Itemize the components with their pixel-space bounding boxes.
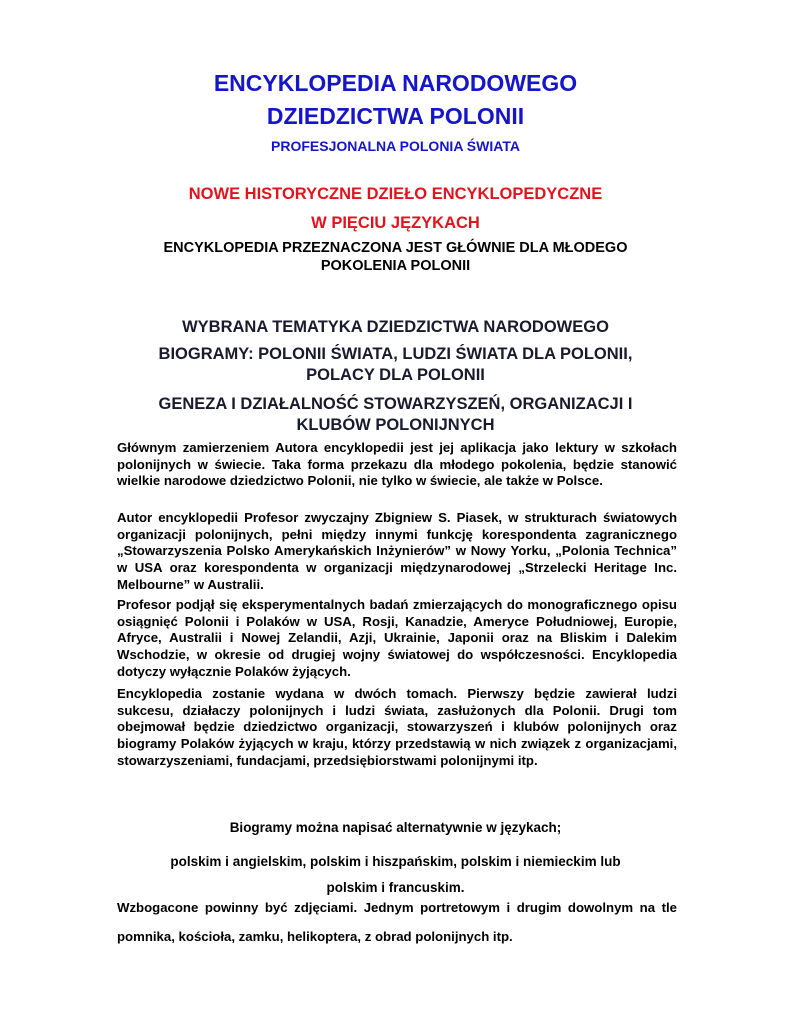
announcement-line-1: NOWE HISTORYCZNE DZIEŁO ENCYKLOPEDYCZNE: [188, 185, 603, 203]
audience-line-1: ENCYKLOPEDIA PRZEZNACZONA JEST GŁÓWNIE DLA MŁODEGO: [163, 240, 628, 256]
section-biographies-line-2: POLACY DLA POLONII: [306, 366, 485, 384]
paragraph-3-text: Profesor podjął się eksperymentalnych badań zmierzających do monograficznego opisu osiągnięć Polonii i Polaków w USA, Rosji, Kanadzie, Ameryce Południowej, Europie, Afryce, Australii i Nowej Zelandii, Azji, Ukrainie, Japonii oraz na Bliskim i Dalekim Wschodzie, w okresie od drugiej wojny światowej do współczesności. Encyklopedia dotyczy wyłącznie Polaków żyjących.: [117, 597, 677, 679]
audience-line-2: POKOLENIA POLONII: [320, 258, 471, 274]
closing-paragraph: [117, 893, 677, 951]
paragraph-2-text: Autor encyklopedii Profesor zwyczajny Zbigniew S. Piasek, w strukturach światowych organizacji polonijnych, pełni między innymi funkcję korespondenta zagranicznego „Stowarzyszenia Polsko Amerykańskich Inżynierów” w Nowy Yorku, „Polonia Technica” w USA oraz korespondenta w organizacji międzynarodowej „Strzelecki Heritage Inc. Melbourne” w Australii.: [117, 510, 677, 592]
section-genesis-line-2: KLUBÓW POLONIJNYCH: [296, 416, 495, 434]
section-genesis-line-1: GENEZA I DZIAŁALNOŚĆ STOWARZYSZEŃ, ORGANIZACJI I: [158, 395, 633, 413]
paragraph-1-text: Głównym zamierzeniem Autora encyklopedii jest jej aplikacja jako lektury w szkołach polonijnych w świecie. Taka forma przekazu dla młodego pokolenia, będzie stanowić wielkie narodowe dziedzictwo Polonii, nie tylko w świecie, ale także w Polsce.: [117, 440, 677, 489]
closing-text: Wzbogacone powinny być zdjęciami. Jednym portretowym i drugim dowolnym na tle pomnika, kościoła, zamku, helikoptera, z obrad polonijnych itp.: [117, 900, 677, 944]
paragraph-2: [117, 510, 677, 594]
paragraph-3: [117, 597, 677, 681]
paragraph-4-text: Encyklopedia zostanie wydana w dwóch tomach. Pierwszy będzie zawierał ludzi sukcesu, działaczy polonijnych i ludzi świata, zasłużonych dla Polonii. Drugi tom obejmował będzie dziedzictwo organizacji, stowarzyszeń i klubów polonijnych oraz biogramy Polaków żyjących w kraju, którzy przedstawią w nich związek z organizacjami, stowarzyszeniami, fundacjami, przedsiębiorstwami polonijnymi itp.: [117, 686, 677, 768]
section-topic: WYBRANA TEMATYKA DZIEDZICTWA NARODOWEGO: [182, 318, 609, 336]
title-line-1: ENCYKLOPEDIA NARODOWEGO: [213, 70, 578, 96]
languages-options-line-2: polskim i francuskim.: [326, 879, 465, 895]
languages-intro: Biogramy można napisać alternatywnie w językach;: [229, 819, 562, 835]
title-line-2: DZIEDZICTWA POLONII: [266, 103, 525, 129]
announcement-line-2: W PIĘCIU JĘZYKACH: [311, 214, 480, 232]
subtitle: PROFESJONALNA POLONIA ŚWIATA: [271, 138, 520, 154]
section-biographies-line-1: BIOGRAMY: POLONII ŚWIATA, LUDZI ŚWIATA DLA POLONII,: [158, 345, 633, 363]
languages-options-line-1: polskim i angielskim, polskim i hiszpańskim, polskim i niemieckim lub: [170, 853, 621, 869]
paragraph-4: [117, 686, 677, 770]
paragraph-1: [117, 440, 677, 490]
